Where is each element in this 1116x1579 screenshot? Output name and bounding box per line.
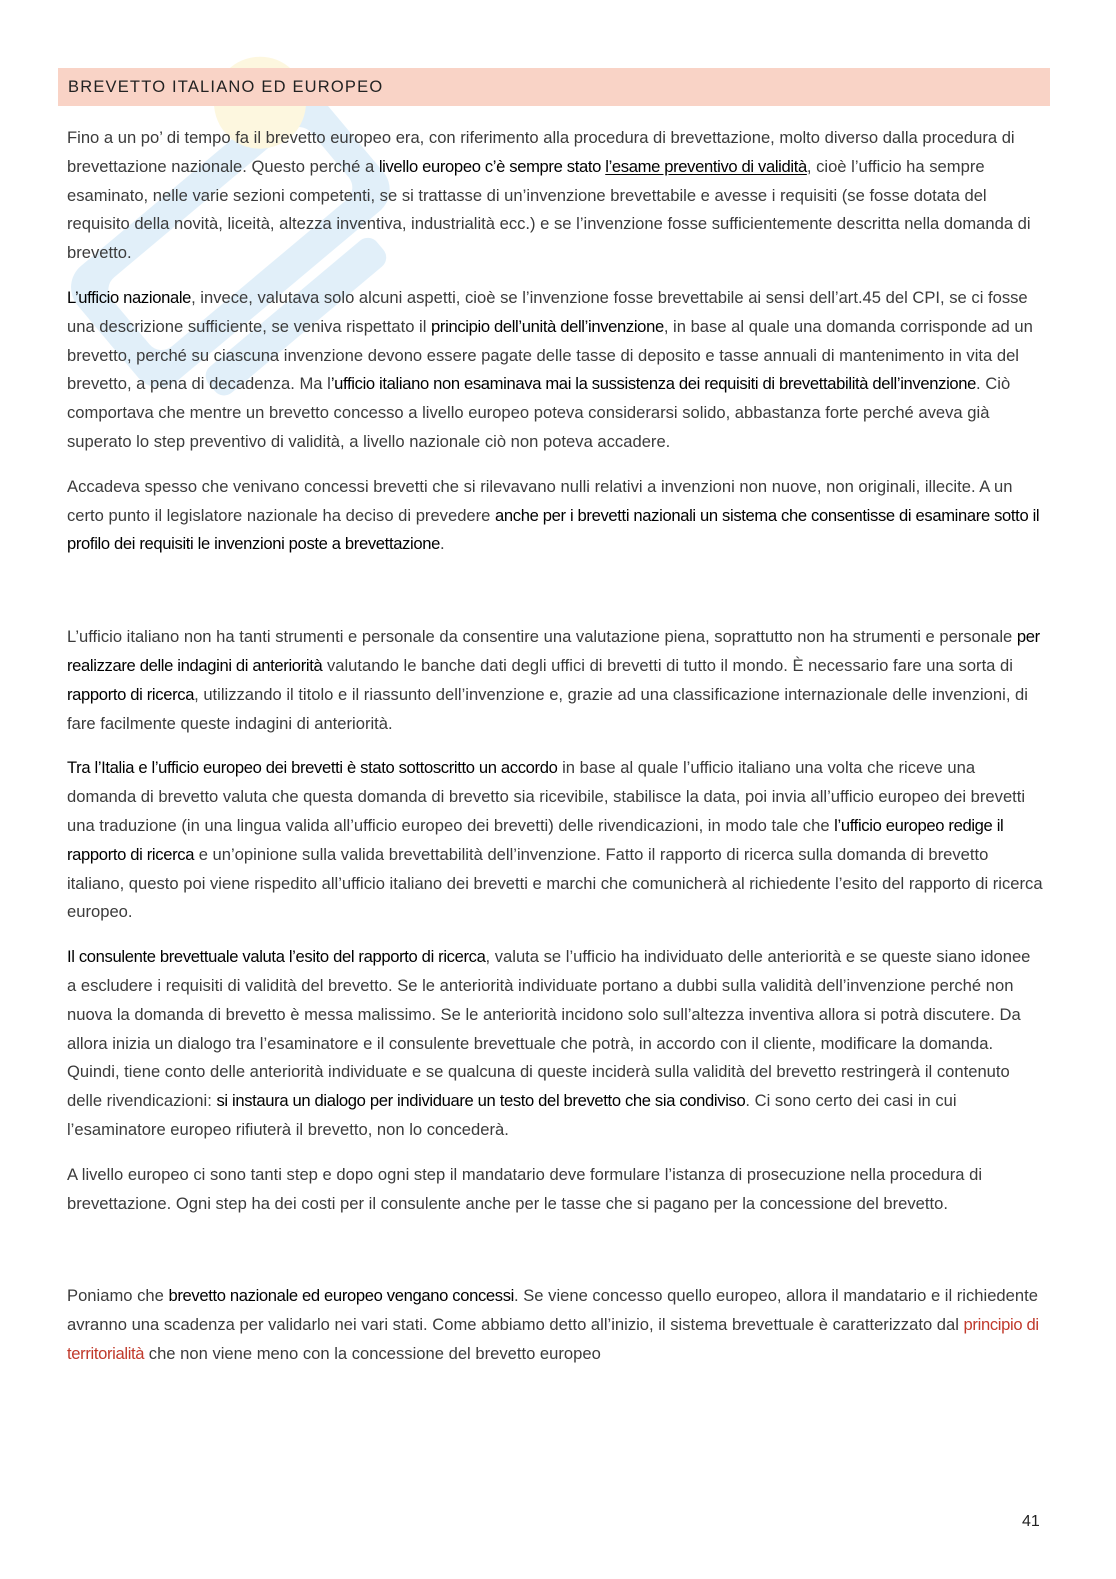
text-run: e un’opinione sulla valida brevettabilità dell’invenzione. Fatto il rapporto di ricerca sulla domanda di brevetto italiano, questo poi viene rispedito all’ufficio italiano dei brevetti e marchi che comunicherà al richiedente l’esito del rapporto di ricerca europeo. xyxy=(67,844,1043,922)
text-run: . Se viene concesso quello europeo, allora il mandatario e il richiedente avranno una scadenza per validarlo nei vari stati. Come abbiamo detto all’inizio, il sistema brevettuale è caratterizzato dal xyxy=(67,1286,1038,1335)
emphasized-text: per realizzare delle indagini di anteriorità xyxy=(67,627,1040,675)
text-run: L’ufficio italiano non ha tanti strumenti e personale da consentire una valutazione piena, soprattutto non ha strumenti e personale xyxy=(67,627,1017,647)
emphasized-text: si instaura un dialogo per individuare un testo del brevetto che sia condiviso xyxy=(216,1091,746,1111)
text-run: , cioè l’ufficio ha sempre esaminato, nelle varie sezioni competenti, se si trattasse di un’invenzione brevettabile e avesse i requisiti (se fosse dotata del requisito della novità, liceità, altezza inventiva, industrialità ecc.) e se l’invenzione fosse sufficientemente descritta nella domanda di brevetto. xyxy=(67,156,1031,263)
paragraph-2 xyxy=(67,284,1043,457)
document-body xyxy=(67,124,1043,1385)
text-run: valutando le banche dati degli uffici di brevetti di tutto il mondo. È necessario fare una sorta di xyxy=(322,655,1013,675)
text-run: . Ciò comportava che mentre un brevetto concesso a livello europeo poteva considerarsi solido, abbastanza forte perché aveva già superato lo step preventivo di validità, a livello nazionale ciò non poteva accadere. xyxy=(67,374,1011,451)
emphasized-text: Il consulente brevettuale valuta l’esito del rapporto di ricerca xyxy=(67,947,486,967)
emphasized-text: l’ufficio europeo redige il rapporto di ricerca xyxy=(67,815,1004,864)
text-run: , valuta se l’ufficio ha individuato delle anteriorità e se queste siano idonee a escludere i requisiti di validità del brevetto. Se le anteriorità individuate portano a dubbi sulla validità dell’invenzione perché non nuova la domanda di brevetto è messa malissimo. Se le anteriorità incidono solo sull’altezza inventiva allora si potrà discutere. Da allora inizia un dialogo tra l’esaminatore e il consulente brevettuale che potrà, in accordo con il cliente, modificare la domanda. Quindi, tiene conto delle anteriorità individuate e se qualcuna di queste inciderà sulla validità del brevetto restringerà il contenuto delle rivendicazioni: xyxy=(67,947,1031,1111)
text-run: A livello europeo ci sono tanti step e dopo ogni step il mandatario deve formulare l’istanza di prosecuzione nella procedura di brevettazione. Ogni step ha dei costi per il consulente anche per le tasse che si pagano per la concessione del brevetto. xyxy=(67,1164,983,1213)
emphasized-text: ’ufficio italiano non esaminava mai la sussistenza dei requisiti di brevettabilità dell’invenzione xyxy=(330,374,977,394)
highlighted-term: principio di territorialità xyxy=(67,1315,1039,1363)
text-run: . Ci sono certo dei casi in cui l’esaminatore europeo rifiuterà il brevetto, non lo concederà. xyxy=(67,1091,957,1139)
emphasized-text: L’ufficio nazionale xyxy=(67,287,192,307)
section-heading-bar xyxy=(58,68,1050,106)
paragraph-5 xyxy=(67,754,1043,927)
emphasized-text: rapporto di ricerca xyxy=(67,684,195,704)
emphasized-text: livello europeo c’è sempre stato xyxy=(378,156,606,176)
emphasized-text: anche per i brevetti nazionali un sistema che consentisse di esaminare sotto il profilo dei requisiti le invenzioni poste a brevettazione xyxy=(67,505,1040,554)
emphasized-text: l’esame preventivo di validità xyxy=(605,156,807,176)
page-number: 41 xyxy=(1022,1513,1040,1530)
paragraph-4 xyxy=(67,623,1043,738)
text-run: . xyxy=(440,534,445,554)
emphasized-text: principio dell’unità dell’invenzione xyxy=(431,316,664,336)
text-run: Poniamo che xyxy=(67,1286,169,1306)
emphasized-text: brevetto nazionale ed europeo vengano concessi xyxy=(168,1286,515,1306)
text-run: in base al quale l’ufficio italiano una volta che riceve una domanda di brevetto valuta che questa domanda di brevetto sia ricevibile, stabilisce la data, poi invia all’ufficio europeo dei brevetti una traduzione (in una lingua valida all’ufficio europeo dei brevetti) delle rivendicazioni, in modo tale che xyxy=(67,758,1026,835)
text-run: , utilizzando il titolo e il riassunto dell’invenzione e, grazie ad una classificazione internazionale delle invenzioni, di fare facilmente queste indagini di anteriorità. xyxy=(67,684,1028,733)
paragraph-7 xyxy=(67,1161,1043,1219)
emphasized-text: Tra l’Italia e l’ufficio europeo dei brevetti è stato sottoscritto un accordo xyxy=(67,758,558,778)
paragraph-6 xyxy=(67,943,1043,1145)
paragraph-8 xyxy=(67,1282,1043,1368)
text-run: Fino a un po’ di tempo fa il brevetto europeo era, con riferimento alla procedura di brevettazione, molto diverso dalla procedura di brevettazione nazionale. Questo perché a xyxy=(67,128,1015,176)
text-run: , in base al quale una domanda corrisponde ad un brevetto, perché su ciascuna invenzione devono essere pagate delle tasse di deposito e tasse annuali di mantenimento in vita del brevetto, a pena di decadenza. Ma l xyxy=(67,316,1033,394)
text-run: , invece, valutava solo alcuni aspetti, cioè se l’invenzione fosse brevettabile ai sensi dell’art.45 del CPI, se ci fosse una descrizione sufficiente, se veniva rispettato il xyxy=(67,287,1028,336)
text-run: che non viene meno con la concessione del brevetto europeo xyxy=(144,1343,601,1363)
paragraph-3 xyxy=(67,473,1043,559)
paragraph-1 xyxy=(67,124,1043,268)
text-run: Accadeva spesso che venivano concessi brevetti che si rilevavano nulli relativi a invenzioni non nuove, non originali, illecite. A un certo punto il legislatore nazionale ha deciso di prevedere xyxy=(67,476,1013,525)
section-heading: BREVETTO ITALIANO ED EUROPEO xyxy=(68,77,384,96)
